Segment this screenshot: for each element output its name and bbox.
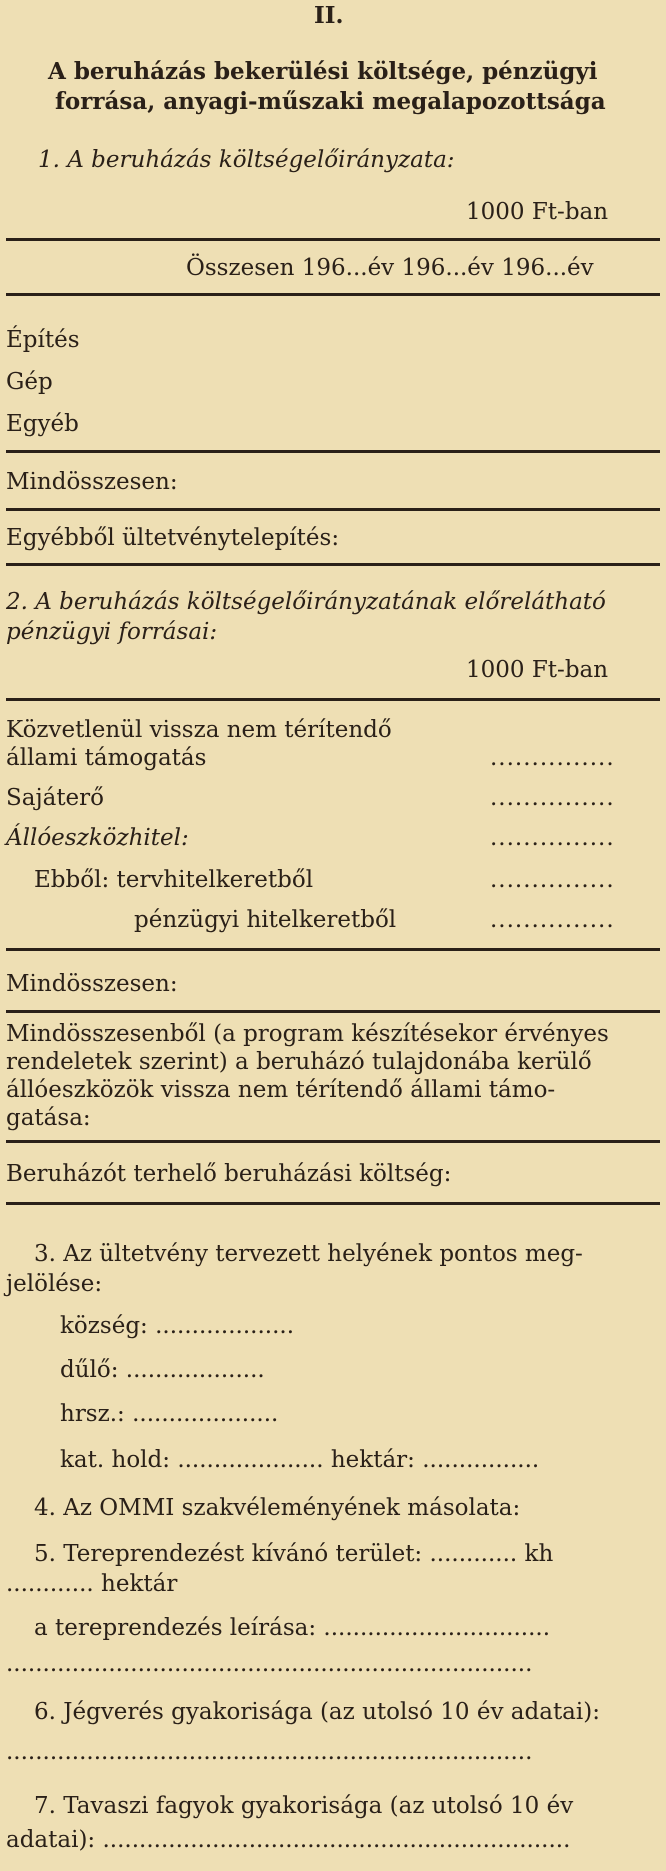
section5-dots: ........................................................................ bbox=[6, 1651, 533, 1677]
field-tereprendezes-leiras: a tereprendezés leírása: ............................... bbox=[34, 1615, 551, 1641]
section5-line1: 5. Tereprendezést kívánó terület: ............ kh bbox=[34, 1541, 554, 1567]
section3-line2: jelölése: bbox=[6, 1271, 103, 1297]
funding-row5-dots: ............... bbox=[490, 907, 615, 933]
field-kozseg: község: ................... bbox=[60, 1313, 295, 1339]
funding-note-line1: Mindösszesenből (a program készítésekor érvényes bbox=[6, 1021, 609, 1047]
section2-unit: 1000 Ft-ban bbox=[466, 657, 609, 683]
funding-row4: Ebből: tervhitelkeretből bbox=[34, 867, 314, 893]
funding-row2: Sajáterő bbox=[6, 785, 105, 811]
field-dulo: dűlő: ................... bbox=[60, 1357, 265, 1383]
divider bbox=[6, 238, 660, 241]
divider bbox=[6, 698, 660, 701]
field-kathold-hektar: kat. hold: .................... hektár: ................ bbox=[60, 1447, 540, 1473]
funding-row2-dots: ............... bbox=[490, 785, 615, 811]
funding-row1-dots: ............... bbox=[490, 745, 615, 771]
section7-line2: adatai): ................................................................ bbox=[6, 1827, 571, 1853]
divider bbox=[6, 563, 660, 566]
cost-table-header: Összesen 196...év 196...év 196...év bbox=[186, 255, 594, 281]
section2-heading-line1: 2. A beruházás költségelőirányzatának előrelátható bbox=[6, 589, 606, 615]
section1-heading: 1. A beruházás költségelőirányzata: bbox=[38, 147, 455, 173]
section-roman-numeral: II. bbox=[314, 2, 344, 29]
section1-unit: 1000 Ft-ban bbox=[466, 199, 609, 225]
funding-row1-line1: Közvetlenül vissza nem térítendő bbox=[6, 717, 392, 743]
funding-note-line3: állóeszközök vissza nem térítendő állami támo- bbox=[6, 1077, 556, 1103]
divider bbox=[6, 1202, 660, 1205]
funding-row1-line2: állami támogatás bbox=[6, 745, 207, 771]
funding-row4-dots: ............... bbox=[490, 867, 615, 893]
page-title-line2: forrása, anyagi-műszaki megalapozottsága bbox=[55, 88, 606, 115]
cost-total: Mindösszesen: bbox=[6, 469, 178, 495]
section7-line1: 7. Tavaszi fagyok gyakorisága (az utolsó 10 év bbox=[34, 1793, 574, 1819]
section4-line: 4. Az OMMI szakvéleményének másolata: bbox=[34, 1495, 521, 1521]
cost-row-gep: Gép bbox=[6, 369, 53, 395]
funding-row3-dots: ............... bbox=[490, 825, 615, 851]
section3-line1: 3. Az ültetvény tervezett helyének pontos meg- bbox=[34, 1241, 583, 1267]
section5-line2: ............ hektár bbox=[6, 1571, 178, 1597]
cost-row-egyeb: Egyéb bbox=[6, 411, 79, 437]
divider bbox=[6, 948, 660, 951]
section6-line: 6. Jégverés gyakorisága (az utolsó 10 év adatai): bbox=[34, 1699, 600, 1725]
funding-row3: Állóeszközhitel: bbox=[6, 825, 189, 851]
divider bbox=[6, 450, 660, 453]
field-hrsz: hrsz.: .................... bbox=[60, 1401, 279, 1427]
cost-sub-ultetveny: Egyébből ültetvénytelepítés: bbox=[6, 525, 340, 551]
funding-note-line4: gatása: bbox=[6, 1105, 91, 1131]
cost-row-epites: Építés bbox=[6, 327, 80, 353]
divider bbox=[6, 1140, 660, 1143]
section2-heading-line2: pénzügyi forrásai: bbox=[6, 619, 218, 645]
divider bbox=[6, 1010, 660, 1013]
section6-dots: ........................................................................ bbox=[6, 1739, 533, 1765]
divider bbox=[6, 293, 660, 296]
funding-row5: pénzügyi hitelkeretből bbox=[134, 907, 397, 933]
funding-total: Mindösszesen: bbox=[6, 971, 178, 997]
investor-burden: Beruházót terhelő beruházási költség: bbox=[6, 1161, 452, 1187]
divider bbox=[6, 508, 660, 511]
page-title-line1: A beruházás bekerülési költsége, pénzügyi bbox=[48, 58, 598, 85]
funding-note-line2: rendeletek szerint) a beruházó tulajdonába kerülő bbox=[6, 1049, 592, 1075]
